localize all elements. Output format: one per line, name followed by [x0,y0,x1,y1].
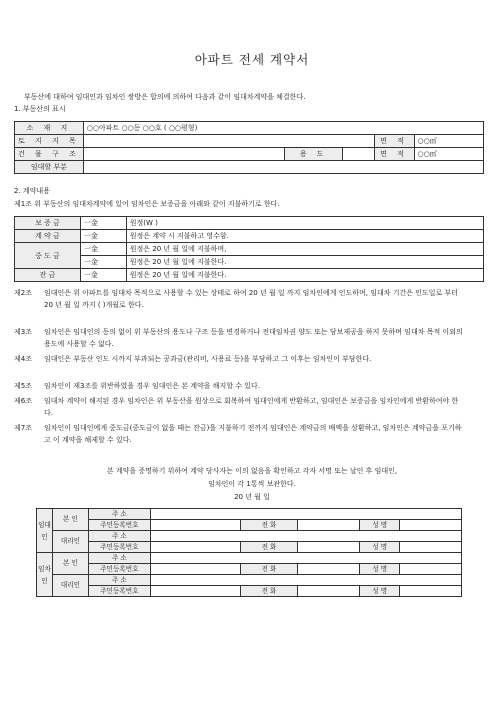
usage-label: 용 도 [285,148,343,161]
signature-table [36,508,462,597]
building-structure-value [83,148,284,161]
article-5-num: 제5조 [14,382,32,390]
table-row [15,269,484,282]
property-table [14,121,484,174]
usage-value [342,148,374,161]
article-5-text: 임차인이 제3조를 위반하였을 경우 임대인은 본 계약을 해지할 수 있다. [44,382,261,390]
payment-table [14,216,484,282]
section2-heading: 2. 계약내용 [14,187,50,195]
location-label: 소 재 지 [15,122,84,135]
article-3 [14,327,464,350]
table-row [37,509,462,520]
lessor-principal-label: 본 인 [52,509,88,531]
table-row [15,230,484,243]
date-line: 20 년 월 일 [234,493,270,501]
article-3-text: 임차인은 임대인의 동의 없이 위 부동산의 용도나 구조 등을 변경하거나 전대임차권 양도 또는 담보제공을 하지 못하며 임대차 목적 이외의 용도에 사용할 수 없다. [44,328,463,348]
article-5 [14,381,464,393]
table-row [15,217,484,230]
article-6-num: 제6조 [14,397,32,405]
table-row [15,148,484,161]
article-3-num: 제3조 [14,328,32,336]
deposit-amount: 一金 [80,217,126,230]
lessor-agent-label: 대리인 [52,531,88,553]
interim-text-2: 원정은 20 년 월 일에 지불한다. [126,256,483,269]
article-7 [14,423,464,446]
lessor-regno-label: 주민등록번호 [88,520,150,531]
building-area-value: ○○㎡ [414,148,483,161]
lessee-agent-label: 대리인 [52,575,88,597]
lessee-agent-regno-value [150,586,240,597]
lessor-agent-regno-label: 주민등록번호 [88,542,150,553]
interim-text-1: 원정은 20 년 월 일에 지불하며, [126,243,483,256]
lessee-phone-label: 전 화 [240,564,298,575]
table-row [37,575,462,586]
article-6-text: 임대차 계약이 해지된 경우 임차인은 위 부동산을 원상으로 회복하여 임대인에게 반환하고, 임대인은 보증금을 임차인에게 반환하여야 한다. [44,397,459,417]
article-4-text: 임대인은 부동산 인도 시까지 부과되는 공과금(관리비, 사용료 등)을 부담하고 그 이후는 임차인이 부담한다. [44,355,372,363]
lessor-agent-address-label: 주 소 [88,531,150,542]
lessor-agent-name-value [400,542,462,553]
closing-line-1: 본 계약을 증명하기 위하여 계약 당사자는 이의 없음을 확인하고 각자 서명 또는 날인 후 임대인, [106,467,398,475]
table-row [37,586,462,597]
table-row [15,243,484,256]
down-payment-amount: 一金 [80,230,126,243]
lessor-agent-name-label: 성 명 [360,542,400,553]
table-row [37,531,462,542]
lessor-label: 임대인 [37,509,53,553]
leased-portion-label: 임대할 부분 [15,161,84,174]
leased-portion-value [83,161,483,174]
closing-line-2: 임차인이 각 1통씩 보관한다. [208,480,296,488]
lessee-agent-name-label: 성 명 [360,586,400,597]
lessee-address-label: 주 소 [88,553,150,564]
interim-amount-1: 一金 [80,243,126,256]
balance-amount: 一金 [80,269,126,282]
building-area-label: 면 적 [374,148,414,161]
lessee-name-label: 성 명 [360,564,400,575]
land-category-value [83,135,374,148]
table-row [15,161,484,174]
building-structure-label: 건 물 구 조 [15,148,84,161]
section1-heading: 1. 부동산의 표시 [14,105,66,113]
lessor-agent-phone-label: 전 화 [240,542,298,553]
land-area-label: 면 적 [374,135,414,148]
balance-text: 원정은 20 년 월 일에 지불한다. [126,269,483,282]
down-payment-text: 원정은 계약 시 지불하고 영수함. [126,230,483,243]
lessee-regno-value [150,564,240,575]
lessee-principal-label: 본 인 [52,553,88,575]
lessor-phone-value [298,520,360,531]
intro-text: 부동산에 대하여 임대인과 임차인 쌍방은 합의에 의하여 다음과 같이 임대차계약을 체결한다. [24,93,306,101]
table-row [15,135,484,148]
lessor-address-label: 주 소 [88,509,150,520]
lessee-address-value [150,553,461,564]
land-area-value: ○○㎡ [414,135,483,148]
article1-text: 제1조 위 부동산의 임대차계약에 있어 임차인은 보증금을 아래와 같이 지불하기로 한다. [14,200,280,208]
deposit-text: 원정(W ) [126,217,483,230]
article-2 [14,288,464,311]
lessee-regno-label: 주민등록번호 [88,564,150,575]
lessee-agent-regno-label: 주민등록번호 [88,586,150,597]
interim-amount-2: 一金 [80,256,126,269]
table-row [37,542,462,553]
lessee-agent-phone-label: 전 화 [240,586,298,597]
article-7-text: 임차인이 임대인에게 중도금(중도금이 없을 때는 잔금)을 지불하기 전까지 임대인은 계약금의 배액을 상환하고, 임차인은 계약금을 포기하고 이 계약을 해제할 수 있다. [44,424,462,444]
location-value: ○○아파트 ○○동 ○○호 ( ○○평형) [83,122,483,135]
lessee-agent-phone-value [298,586,360,597]
lessee-phone-value [298,564,360,575]
article-4-num: 제4조 [14,355,32,363]
lessor-regno-value [150,520,240,531]
document-title: 아파트 전세 계약서 [194,52,310,67]
table-row [15,256,484,269]
interim-payment-label: 중 도 금 [15,243,81,269]
table-row [37,564,462,575]
lessor-name-value [400,520,462,531]
lessor-phone-label: 전 화 [240,520,298,531]
lessee-name-value [400,564,462,575]
article-4 [14,354,464,366]
article-6 [14,396,464,419]
lessor-address-value [150,509,461,520]
lessor-name-label: 성 명 [360,520,400,531]
table-row [37,553,462,564]
deposit-label: 보 증 금 [15,217,81,230]
lessor-agent-regno-value [150,542,240,553]
down-payment-label: 계 약 금 [15,230,81,243]
lessee-label: 임차인 [37,553,53,597]
article-2-text: 임대인은 위 아파트를 임대차 목적으로 사용할 수 있는 상태로 하여 20 년 월 일 까지 임차인에게 인도하며, 임대차 기간은 인도일로 부터 20 년 월 일 까지 ( )개월로 한다. [44,289,459,309]
article-7-num: 제7조 [14,424,32,432]
lessee-agent-address-value [150,575,461,586]
land-category-label: 토 지 지 목 [15,135,84,148]
lessor-agent-phone-value [298,542,360,553]
table-row [37,520,462,531]
table-row [15,122,484,135]
article-2-num: 제2조 [14,289,32,297]
lessee-agent-name-value [400,586,462,597]
lessee-agent-address-label: 주 소 [88,575,150,586]
balance-label: 잔 금 [15,269,81,282]
lessor-agent-address-value [150,531,461,542]
